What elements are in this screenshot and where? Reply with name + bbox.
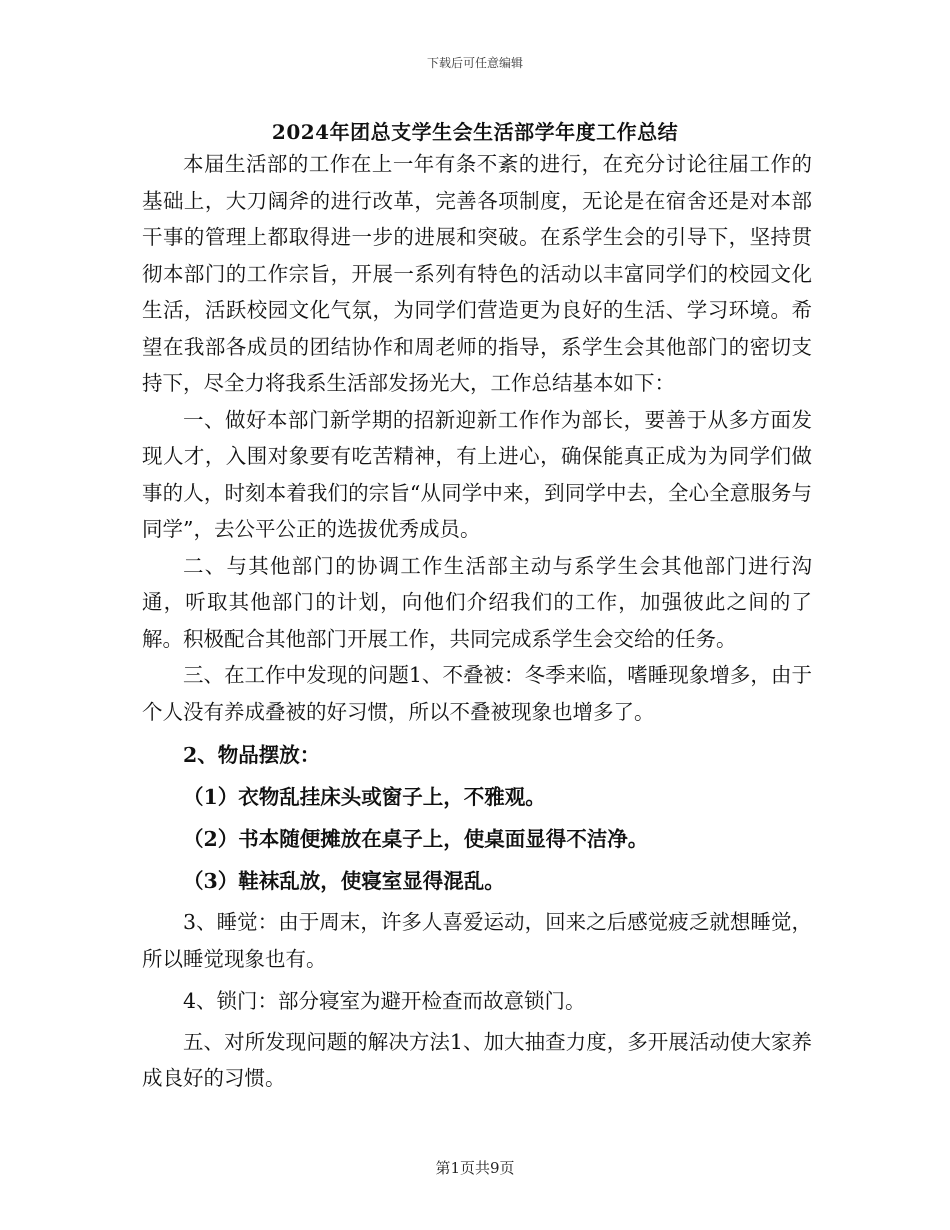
document-body [142,146,812,1097]
bold-item: （3）鞋袜乱放，使寝室显得混乱。 [183,869,505,893]
bold-item: （1）衣物乱挂床头或窗子上，不雅观。 [183,785,546,809]
paragraph-sleep: 3、睡觉：由于周末，许多人喜爱运动，回来之后感觉疲乏就想睡觉，所以睡觉现象也有。 [142,910,812,971]
paragraph-problems: 三、在工作中发现的问题1、不叠被：冬季来临，嗜睡现象增多，由于个人没有养成叠被的好习惯，所以不叠被现象也增多了。 [142,663,812,724]
bold-item: （2）书本随便摊放在桌子上，使桌面显得不洁净。 [183,827,649,851]
paragraph-recruitment: 一、做好本部门新学期的招新迎新工作作为部长，要善于从多方面发现人才，入围对象要有吃苦精神，有上进心，确保能真正成为为同学们做事的人，时刻本着我们的宗旨“从同学中来，到同学中去，全心全意服务与同学”，去公平公正的选拔优秀成员。 [142,407,812,541]
paragraph-coordination: 二、与其他部门的协调工作生活部主动与系学生会其他部门进行沟通，听取其他部门的计划，向他们介绍我们的工作，加强彼此之间的了解。积极配合其他部门开展工作，共同完成系学生会交给的任务。 [142,553,812,651]
bold-item-heading: 2、物品摆放： [183,743,321,767]
page-indicator: 第1页共9页 [435,1159,515,1177]
header-note: 下载后可任意编辑 [426,56,523,70]
document-title: 2024年团总支学生会生活部学年度工作总结 [271,120,679,144]
paragraph-intro: 本届生活部的工作在上一年有条不紊的进行，在充分讨论往届工作的基础上，大刀阔斧的进行改革，完善各项制度，无论是在宿舍还是对本部干事的管理上都取得进一步的进展和突破。在系学生会的引导下，坚持贯彻本部门的工作宗旨，开展一系列有特色的活动以丰富同学们的校园文化生活，活跃校园文化气氛，为同学们营造更为良好的生活、学习环境。希望在我部各成员的团结协作和周老师的指导，系学生会其他部门的密切支持下，尽全力将我系生活部发扬光大，工作总结基本如下： [142,152,812,395]
paragraph-lock: 4、锁门：部分寝室为避开检查而故意锁门。 [183,989,586,1013]
paragraph-solutions: 五、对所发现问题的解决方法1、加大抽查力度，多开展活动使大家养成良好的习惯。 [142,1029,812,1090]
